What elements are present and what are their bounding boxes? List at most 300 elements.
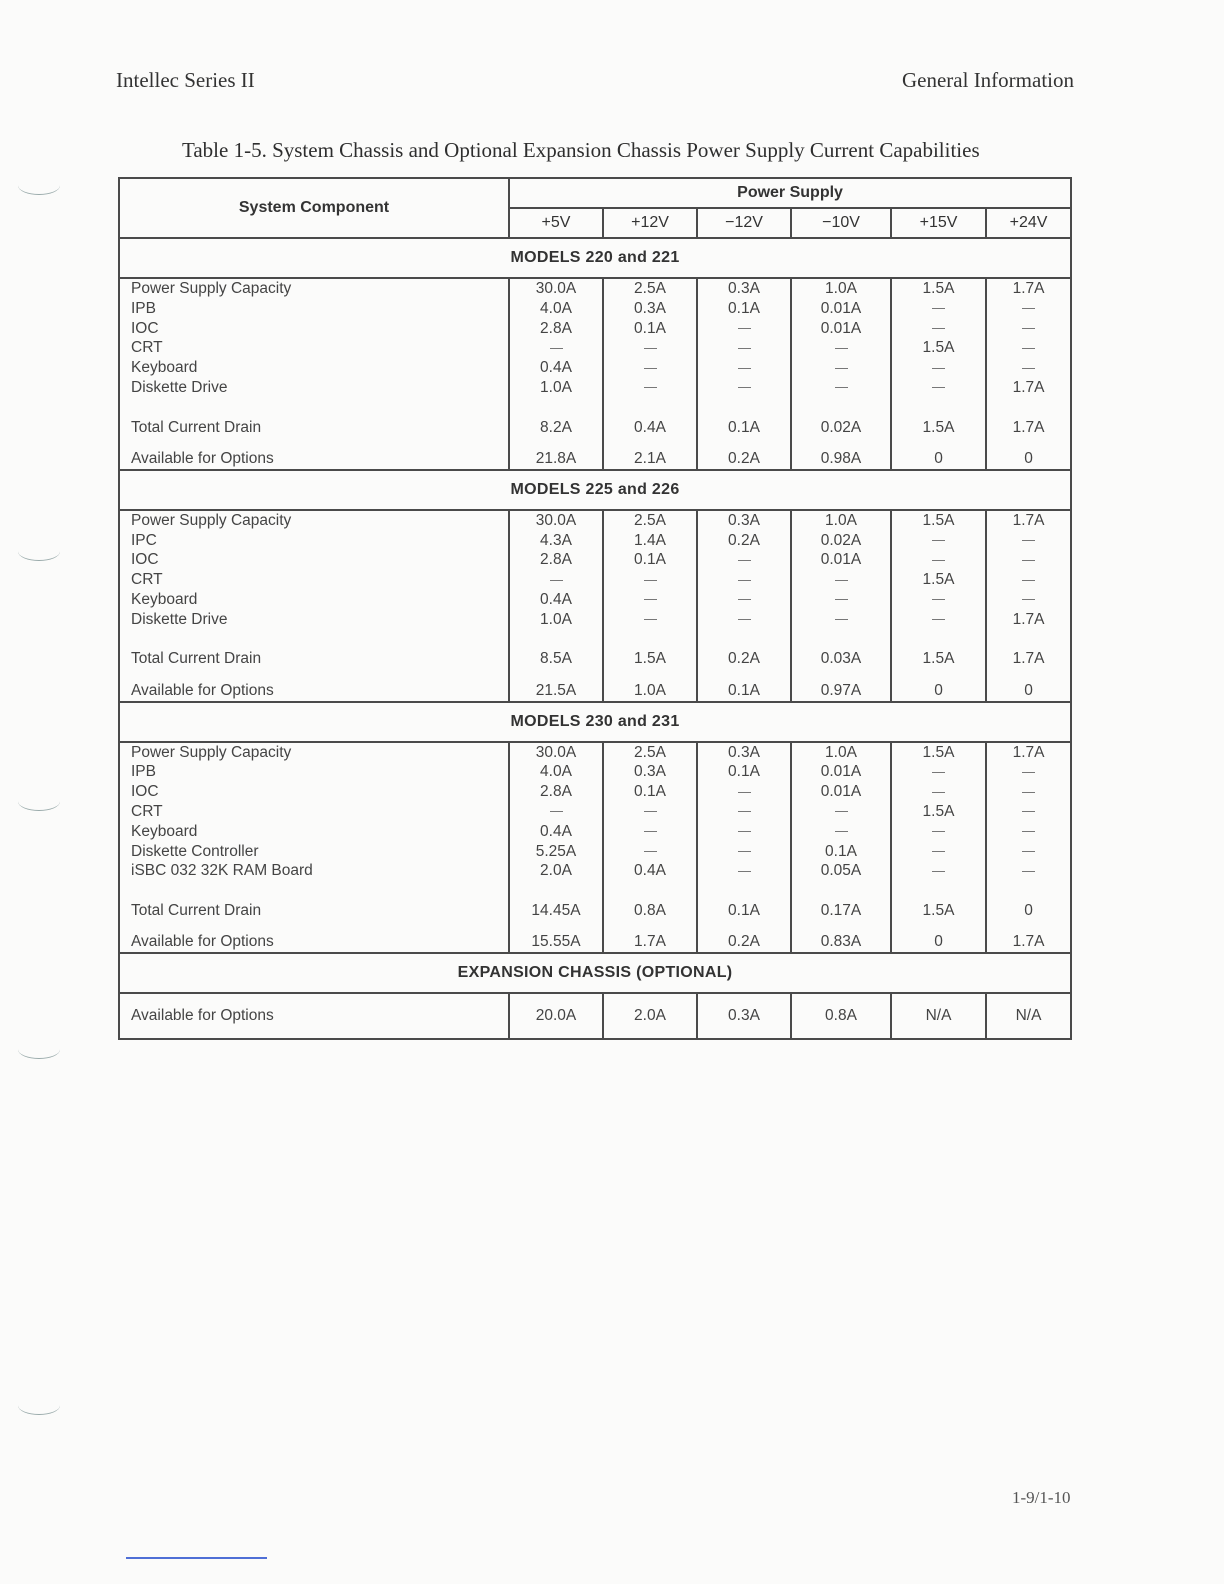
cell-value: 0.01A	[820, 319, 862, 337]
component-label: CRT	[131, 571, 163, 589]
available-value: 15.55A	[531, 933, 581, 951]
section-header-row	[119, 470, 1071, 510]
empty-value-dash	[792, 802, 890, 822]
row-spacer	[892, 437, 985, 449]
total-value: 0.1A	[728, 418, 760, 436]
component-labels	[119, 742, 509, 954]
dash-mark	[1022, 851, 1035, 852]
empty-value-dash	[604, 822, 696, 842]
cell-value: 0.05A	[820, 862, 862, 880]
empty-value-dash	[987, 570, 1070, 590]
component-label: IPC	[131, 531, 157, 549]
section-header-row	[119, 702, 1071, 742]
dash-mark	[738, 599, 751, 600]
dash-mark	[644, 580, 657, 581]
empty-value-dash	[604, 378, 696, 398]
total-value: 0.2A	[728, 650, 760, 668]
power-supply-table	[118, 177, 1072, 1040]
cell-value: 0.1A	[634, 783, 666, 801]
voltage-column-cell	[891, 742, 986, 954]
voltage-column-cell	[986, 510, 1071, 702]
voltage-column-cell	[509, 510, 603, 702]
dash-mark	[835, 348, 848, 349]
row-spacer	[510, 921, 602, 933]
available-label: Available for Options	[131, 681, 274, 699]
cell-value: 0.01A	[820, 783, 862, 801]
component-label: IPB	[131, 299, 156, 317]
row-spacer	[987, 921, 1070, 933]
component-labels	[119, 510, 509, 702]
cell-value: 4.0A	[540, 763, 572, 781]
empty-value-dash	[604, 358, 696, 378]
total-label: Total Current Drain	[131, 650, 262, 668]
cell-value: 1.7A	[1012, 743, 1045, 761]
voltage-column-cell	[791, 278, 891, 470]
section-data-row	[119, 278, 1071, 470]
cell-value: 2.5A	[634, 280, 666, 297]
empty-value-dash	[604, 338, 696, 358]
empty-value-dash	[987, 338, 1070, 358]
binder-hole-mark	[18, 1040, 60, 1059]
dash-mark	[1022, 560, 1035, 561]
component-labels	[119, 278, 509, 470]
section-title: MODELS 230 and 231	[119, 702, 1071, 742]
cell-value: 2.5A	[634, 743, 666, 761]
dash-mark	[932, 387, 945, 388]
total-value: 1.5A	[634, 650, 666, 668]
empty-value-dash	[698, 861, 790, 881]
available-value: 0.98A	[820, 449, 862, 467]
total-value: 8.5A	[540, 650, 572, 668]
cell-value: 1.7A	[1012, 511, 1045, 529]
voltage-column-cell	[791, 510, 891, 702]
row-spacer	[792, 669, 890, 681]
total-value: 1.7A	[1012, 650, 1045, 668]
row-spacer	[510, 398, 602, 418]
empty-value-dash	[698, 570, 790, 590]
empty-value-dash	[604, 610, 696, 630]
dash-mark	[1022, 599, 1035, 600]
row-spacer	[604, 398, 696, 418]
empty-value-dash	[698, 842, 790, 862]
component-label: Keyboard	[131, 359, 198, 377]
cell-value: 0.1A	[825, 842, 857, 860]
section-data-row	[119, 510, 1071, 702]
row-spacer	[604, 881, 696, 901]
component-label: IPB	[131, 763, 156, 781]
cell-value: 30.0A	[535, 511, 577, 529]
available-value: 0.2A	[728, 449, 760, 467]
row-spacer	[698, 881, 790, 901]
cell-value: 1.0A	[825, 280, 857, 297]
cell-value: 2.8A	[540, 551, 572, 569]
total-value: 1.5A	[922, 418, 955, 436]
dash-mark	[835, 368, 848, 369]
row-spacer	[131, 398, 508, 418]
empty-value-dash	[698, 782, 790, 802]
available-value: 0	[1024, 449, 1033, 467]
cell-value: 0.4A	[540, 359, 572, 377]
dash-mark	[932, 619, 945, 620]
row-spacer	[892, 669, 985, 681]
cell-value: 0.01A	[820, 551, 862, 569]
header-left: Intellec Series II	[116, 68, 255, 92]
empty-value-dash	[892, 590, 985, 610]
cell-value: 0.1A	[728, 763, 760, 781]
cell-value: 0.1A	[728, 299, 760, 317]
dash-mark	[1022, 580, 1035, 581]
cell-value: 1.5A	[922, 571, 955, 589]
empty-value-dash	[604, 590, 696, 610]
total-value: 0.1A	[728, 901, 760, 919]
empty-value-dash	[892, 550, 985, 570]
available-label: Available for Options	[119, 993, 509, 1039]
dash-mark	[932, 328, 945, 329]
dash-mark	[932, 599, 945, 600]
row-spacer	[792, 398, 890, 418]
voltage-column-cell	[603, 510, 697, 702]
page-number: 1-9/1-10	[1012, 1488, 1071, 1507]
cell-value: 4.0A	[540, 299, 572, 317]
dash-mark	[1022, 811, 1035, 812]
empty-value-dash	[987, 550, 1070, 570]
empty-value-dash	[987, 861, 1070, 881]
section-data-row	[119, 742, 1071, 954]
available-value: 2.1A	[634, 449, 666, 467]
dash-mark	[738, 851, 751, 852]
dash-mark	[738, 348, 751, 349]
cell-value: 1.7A	[1012, 280, 1045, 297]
row-spacer	[131, 921, 508, 933]
row-spacer	[698, 921, 790, 933]
cell-value: 1.4A	[634, 531, 666, 549]
total-value: 0.8A	[634, 901, 666, 919]
dash-mark	[738, 811, 751, 812]
power-supply-group-header: Power Supply	[509, 178, 1071, 208]
available-value: 0.8A	[791, 993, 891, 1039]
empty-value-dash	[792, 378, 890, 398]
dash-mark	[1022, 792, 1035, 793]
dash-mark	[1022, 368, 1035, 369]
cell-value: 0.3A	[728, 511, 760, 529]
cell-value: 1.0A	[825, 511, 857, 529]
cell-value: 30.0A	[535, 280, 577, 297]
available-value: 20.0A	[509, 993, 603, 1039]
voltage-header: −12V	[697, 208, 791, 238]
component-label: Power Supply Capacity	[131, 280, 292, 297]
dash-mark	[932, 792, 945, 793]
cell-value: 0.02A	[820, 531, 862, 549]
empty-value-dash	[987, 531, 1070, 551]
cell-value: 1.0A	[825, 743, 857, 761]
empty-value-dash	[987, 762, 1070, 782]
dash-mark	[644, 851, 657, 852]
dash-mark	[835, 599, 848, 600]
total-value: 8.2A	[540, 418, 572, 436]
available-value: 0.3A	[697, 993, 791, 1039]
empty-value-dash	[892, 861, 985, 881]
row-spacer	[987, 669, 1070, 681]
empty-value-dash	[792, 570, 890, 590]
dash-mark	[738, 387, 751, 388]
section-title: MODELS 220 and 221	[119, 238, 1071, 278]
binder-hole-mark	[18, 1396, 60, 1415]
empty-value-dash	[792, 358, 890, 378]
dash-mark	[550, 580, 563, 581]
row-spacer	[892, 398, 985, 418]
dash-mark	[1022, 540, 1035, 541]
row-spacer	[698, 630, 790, 650]
dash-mark	[1022, 871, 1035, 872]
table-body	[119, 238, 1071, 1039]
voltage-column-cell	[791, 742, 891, 954]
total-value: 0	[1024, 901, 1033, 919]
row-spacer	[131, 630, 508, 650]
voltage-header: +15V	[891, 208, 986, 238]
component-label: IOC	[131, 783, 159, 801]
cell-value: 0.1A	[634, 551, 666, 569]
cell-value: 1.7A	[1012, 378, 1045, 396]
component-label: Power Supply Capacity	[131, 511, 292, 529]
dash-mark	[550, 811, 563, 812]
row-spacer	[604, 437, 696, 449]
total-value: 0.4A	[634, 418, 666, 436]
cell-value: 1.5A	[922, 339, 955, 357]
empty-value-dash	[892, 610, 985, 630]
dash-mark	[644, 368, 657, 369]
component-column-header: System Component	[119, 178, 509, 238]
empty-value-dash	[698, 610, 790, 630]
dash-mark	[1022, 328, 1035, 329]
cell-value: 2.5A	[634, 511, 666, 529]
cell-value: 1.5A	[922, 802, 955, 820]
component-label: Diskette Drive	[131, 610, 228, 628]
row-spacer	[792, 881, 890, 901]
dash-mark	[644, 599, 657, 600]
voltage-column-cell	[697, 278, 791, 470]
empty-value-dash	[698, 319, 790, 339]
expansion-data-row	[119, 993, 1071, 1039]
row-spacer	[987, 398, 1070, 418]
total-label: Total Current Drain	[131, 901, 262, 919]
empty-value-dash	[698, 822, 790, 842]
dash-mark	[738, 580, 751, 581]
dash-mark	[835, 580, 848, 581]
empty-value-dash	[792, 610, 890, 630]
empty-value-dash	[892, 782, 985, 802]
available-value: 0	[1024, 681, 1033, 699]
available-label: Available for Options	[131, 933, 274, 951]
cell-value: 0.01A	[820, 763, 862, 781]
dash-mark	[835, 811, 848, 812]
empty-value-dash	[987, 590, 1070, 610]
voltage-header: +24V	[986, 208, 1071, 238]
cell-value: 0.3A	[634, 763, 666, 781]
total-label: Total Current Drain	[131, 418, 262, 436]
voltage-column-cell	[891, 510, 986, 702]
dash-mark	[932, 560, 945, 561]
row-spacer	[604, 921, 696, 933]
cell-value: 1.5A	[922, 280, 955, 297]
empty-value-dash	[792, 822, 890, 842]
row-spacer	[604, 630, 696, 650]
available-value: 0	[934, 933, 943, 951]
empty-value-dash	[892, 358, 985, 378]
dash-mark	[738, 328, 751, 329]
row-spacer	[698, 669, 790, 681]
total-value: 1.7A	[1012, 418, 1045, 436]
empty-value-dash	[987, 802, 1070, 822]
empty-value-dash	[604, 842, 696, 862]
available-value: 0.97A	[820, 681, 862, 699]
cell-value: 1.5A	[922, 743, 955, 761]
available-value: 0.1A	[728, 681, 760, 699]
dash-mark	[932, 308, 945, 309]
cell-value: 1.5A	[922, 511, 955, 529]
component-label: Diskette Controller	[131, 842, 259, 860]
dash-mark	[738, 368, 751, 369]
voltage-column-cell	[986, 278, 1071, 470]
row-spacer	[131, 669, 508, 681]
empty-value-dash	[698, 358, 790, 378]
cell-value: 2.8A	[540, 319, 572, 337]
component-label: CRT	[131, 339, 163, 357]
row-spacer	[987, 881, 1070, 901]
empty-value-dash	[792, 590, 890, 610]
row-spacer	[987, 437, 1070, 449]
empty-value-dash	[892, 378, 985, 398]
available-value: 1.0A	[634, 681, 666, 699]
empty-value-dash	[604, 570, 696, 590]
available-value: 2.0A	[603, 993, 697, 1039]
total-value: 0.03A	[820, 650, 862, 668]
row-spacer	[698, 437, 790, 449]
row-spacer	[604, 669, 696, 681]
row-spacer	[510, 437, 602, 449]
available-value: 0.2A	[728, 933, 760, 951]
empty-value-dash	[892, 299, 985, 319]
empty-value-dash	[892, 319, 985, 339]
section-title: EXPANSION CHASSIS (OPTIONAL)	[119, 953, 1071, 993]
section-header-row	[119, 953, 1071, 993]
dash-mark	[1022, 348, 1035, 349]
dash-mark	[835, 387, 848, 388]
cell-value: 0.4A	[540, 822, 572, 840]
component-label: Power Supply Capacity	[131, 743, 292, 761]
dash-mark	[738, 792, 751, 793]
empty-value-dash	[698, 590, 790, 610]
row-spacer	[892, 630, 985, 650]
cell-value: 1.0A	[540, 610, 572, 628]
available-value: 0	[934, 449, 943, 467]
dash-mark	[932, 831, 945, 832]
cell-value: 5.25A	[535, 842, 577, 860]
row-spacer	[892, 921, 985, 933]
dash-mark	[932, 772, 945, 773]
total-value: 14.45A	[531, 901, 581, 919]
voltage-column-cell	[986, 742, 1071, 954]
cell-value: 0.4A	[540, 590, 572, 608]
empty-value-dash	[698, 550, 790, 570]
voltage-column-cell	[603, 278, 697, 470]
available-value: 21.5A	[535, 681, 577, 699]
empty-value-dash	[987, 358, 1070, 378]
row-spacer	[792, 630, 890, 650]
dash-mark	[644, 348, 657, 349]
total-value: 0.17A	[820, 901, 862, 919]
available-value: N/A	[891, 993, 986, 1039]
empty-value-dash	[987, 299, 1070, 319]
footnote-rule	[126, 1557, 267, 1559]
row-spacer	[510, 630, 602, 650]
cell-value: 0.3A	[728, 280, 760, 297]
available-value: 1.7A	[634, 933, 666, 951]
cell-value: 1.7A	[1012, 610, 1045, 628]
empty-value-dash	[987, 822, 1070, 842]
empty-value-dash	[892, 822, 985, 842]
voltage-column-cell	[697, 510, 791, 702]
empty-value-dash	[987, 842, 1070, 862]
section-header-row	[119, 238, 1071, 278]
available-label: Available for Options	[131, 449, 274, 467]
voltage-header: +5V	[509, 208, 603, 238]
dash-mark	[932, 871, 945, 872]
voltage-column-cell	[509, 278, 603, 470]
header-right: General Information	[901, 68, 1074, 92]
dash-mark	[738, 831, 751, 832]
available-value: 0.83A	[820, 933, 862, 951]
component-label: IOC	[131, 319, 159, 337]
empty-value-dash	[604, 802, 696, 822]
binder-hole-mark	[18, 542, 60, 561]
total-value: 0.02A	[820, 418, 862, 436]
cell-value: 4.3A	[540, 531, 572, 549]
empty-value-dash	[892, 531, 985, 551]
dash-mark	[644, 831, 657, 832]
dash-mark	[738, 871, 751, 872]
voltage-header: −10V	[791, 208, 891, 238]
dash-mark	[835, 619, 848, 620]
cell-value: 1.0A	[540, 378, 572, 396]
dash-mark	[738, 619, 751, 620]
component-label: iSBC 032 32K RAM Board	[131, 862, 313, 880]
binder-hole-mark	[18, 176, 60, 195]
cell-value: 0.3A	[634, 299, 666, 317]
table-title: Table 1-5. System Chassis and Optional Expansion Chassis Power Supply Current Capabilities	[182, 138, 980, 162]
dash-mark	[1022, 831, 1035, 832]
component-label: Diskette Drive	[131, 378, 228, 396]
dash-mark	[932, 540, 945, 541]
cell-value: 0.3A	[728, 743, 760, 761]
row-spacer	[987, 630, 1070, 650]
row-spacer	[892, 881, 985, 901]
total-value: 1.5A	[922, 901, 955, 919]
cell-value: 2.8A	[540, 783, 572, 801]
component-label: Keyboard	[131, 590, 198, 608]
cell-value: 0.1A	[634, 319, 666, 337]
component-label: CRT	[131, 802, 163, 820]
voltage-header: +12V	[603, 208, 697, 238]
dash-mark	[644, 619, 657, 620]
available-value: 1.7A	[1012, 933, 1045, 951]
empty-value-dash	[892, 762, 985, 782]
empty-value-dash	[698, 338, 790, 358]
binder-hole-mark	[18, 792, 60, 811]
voltage-column-cell	[509, 742, 603, 954]
row-spacer	[698, 398, 790, 418]
row-spacer	[792, 437, 890, 449]
empty-value-dash	[987, 319, 1070, 339]
